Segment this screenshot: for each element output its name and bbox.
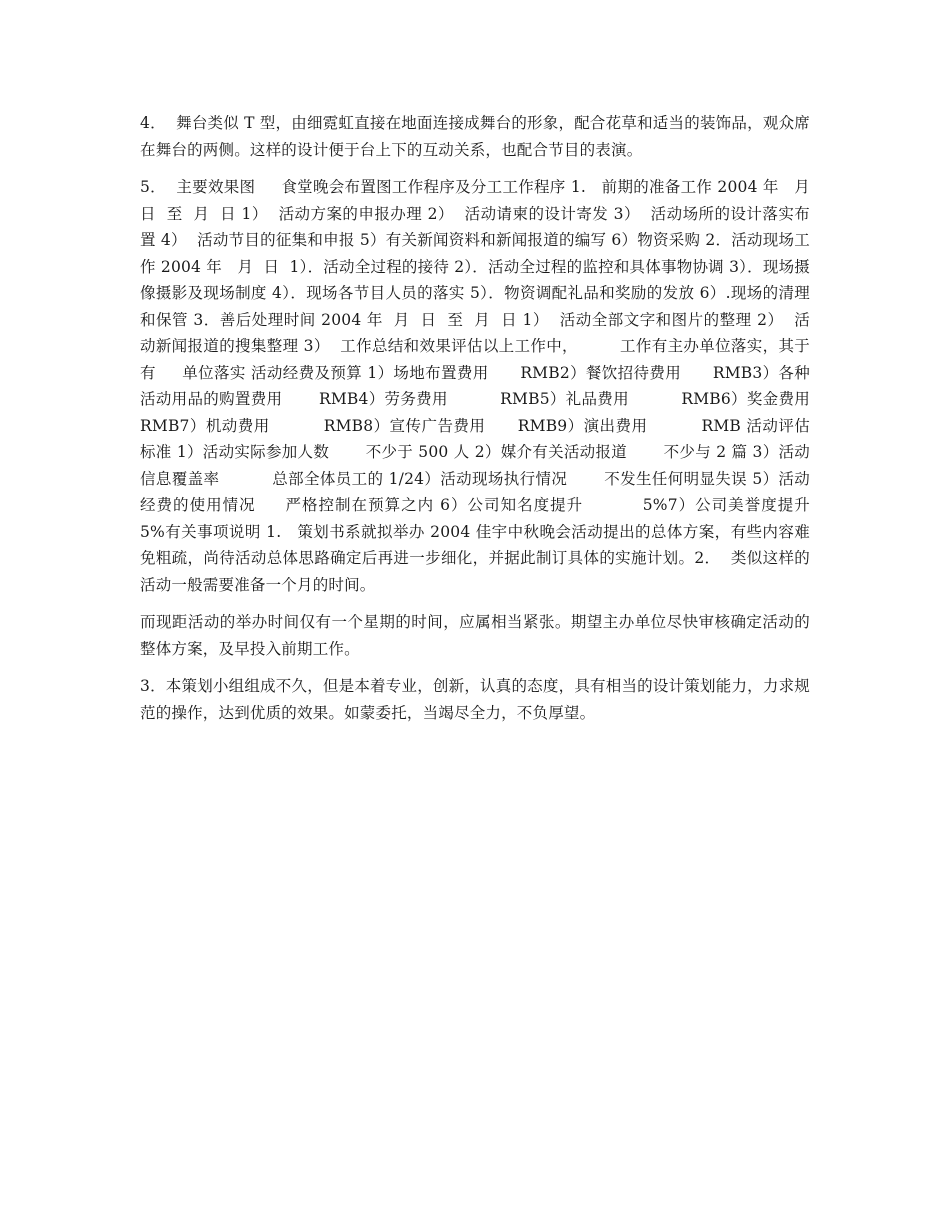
paragraph-time-note: 而现距活动的举办时间仅有一个星期的时间，应属相当紧张。期望主办单位尽快审核确定活动的整体方案，及早投入前期工作。 <box>140 613 810 658</box>
paragraph-team-statement: 3．本策划小组组成不久，但是本着专业，创新，认真的态度，具有相当的设计策划能力，力求规范的操作，达到优质的效果。如蒙委托，当竭尽全力，不负厚望。 <box>140 677 810 722</box>
paragraph-work-procedure: 5． 主要效果图 食堂晚会布置图工作程序及分工工作程序 1. 前期的准备工作 2004 年 月 日 至 月 日 1） 活动方案的申报办理 2） 活动请柬的设计寄发 3） 活动场所的设计落实布置 4） 活动节目的征集和申报 5）有关新闻资料和新闻报道的编写 6）物资采购 2．活动现场工作 2004 年 月 日 1）．活动全过程的接待 2）．活动全过程的监控和具体事物协调 3）．现场摄像摄影及现场制度 4）．现场各节目人员的落实 5）．物资调配礼品和奖励的发放 6）.现场的清理和保管 3．善后处理时间 2004 年 月 日 至 月 日 1） 活动全部文字和图片的整理 2） 活动新闻报道的搜集整理 3） 工作总结和效果评估以上工作中， 工作有主办单位落实，其于有 单位落实 活动经费及预算 1）场地布置费用 RMB2）餐饮招待费用 RMB3）各种活动用品的购置费用 RMB4）劳务费用 RMB5）礼品费用 RMB6）奖金费用 RMB7）机动费用 RMB8）宣传广告费用 RMB9）演出费用 RMB 活动评估标准 1）活动实际参加人数 不少于 500 人 2）媒介有关活动报道 不少与 2 篇 3）活动信息覆盖率 总部全体员工的 1/24）活动现场执行情况 不发生任何明显失误 5）活动经费的使用情况 严格控制在预算之内 6）公司知名度提升 5%7）公司美誉度提升 5%有关事项说明 1. 策划书系就拟举办 2004 佳宇中秋晚会活动提出的总体方案，有些内容难免粗疏，尚待活动总体思路确定后再进一步细化，并据此制订具体的实施计划。2． 类似这样的活动一般需要准备一个月的时间。 <box>140 178 862 594</box>
paragraph-stage-design: 4． 舞台类似 T 型，由细霓虹直接在地面连接成舞台的形象，配合花草和适当的装饰品，观众席在舞台的两侧。这样的设计便于台上下的互动关系，也配合节目的表演。 <box>140 114 810 159</box>
document-page <box>140 110 862 737</box>
